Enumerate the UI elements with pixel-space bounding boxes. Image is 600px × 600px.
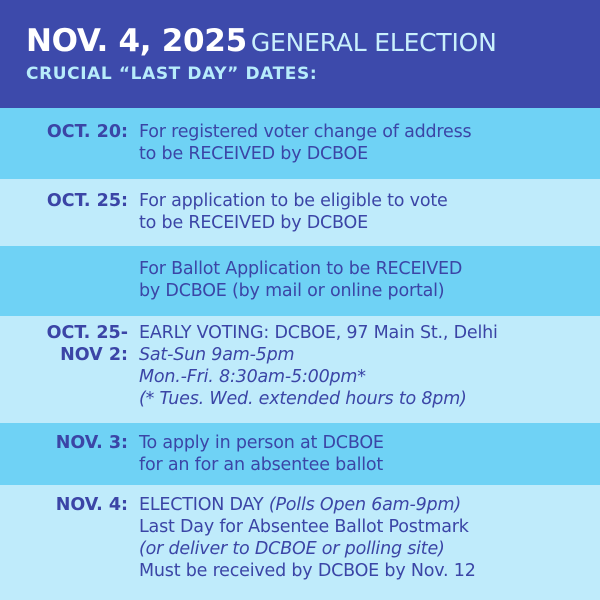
date-row-ballot-application xyxy=(0,246,600,316)
weekday-hours: Mon.-Fri. 8:30am-5:00pm* xyxy=(139,367,366,387)
date-row-oct-25 xyxy=(0,179,600,246)
header-banner xyxy=(0,0,600,108)
page-title xyxy=(26,23,497,59)
description-line: For registered voter change of address xyxy=(139,122,472,142)
description-line: to be RECEIVED by DCBOE xyxy=(139,144,368,164)
description-line: (or deliver to DCBOE or polling site) xyxy=(139,539,445,559)
description-line: to be RECEIVED by DCBOE xyxy=(139,213,368,233)
election-date-title: NOV. 4, 2025 xyxy=(26,23,247,59)
date-row-nov-3 xyxy=(0,423,600,485)
row-description xyxy=(139,432,384,476)
description-line: To apply in person at DCBOE xyxy=(139,433,384,453)
description-line: For Ballot Application to be RECEIVED xyxy=(139,259,463,279)
row-date xyxy=(47,322,128,366)
date-row-nov-4 xyxy=(0,485,600,600)
row-description xyxy=(139,322,498,410)
row-date: OCT. 25: xyxy=(46,191,128,211)
row-date: NOV. 4: xyxy=(55,495,128,515)
polls-hours: (Polls Open 6am-9pm) xyxy=(268,495,461,515)
row-description xyxy=(139,494,476,582)
extended-hours-note: (* Tues. Wed. extended hours to 8pm) xyxy=(139,389,467,409)
date-row-oct-20 xyxy=(0,108,600,179)
description-line xyxy=(139,494,476,516)
election-type-title: GENERAL ELECTION xyxy=(250,28,497,57)
description-line: Last Day for Absentee Ballot Postmark xyxy=(139,517,469,537)
row-date: OCT. 20: xyxy=(46,122,128,142)
date-start: OCT. 25- xyxy=(46,323,128,343)
row-description xyxy=(139,121,471,165)
row-description xyxy=(139,258,462,302)
weekend-hours: Sat-Sun 9am-5pm xyxy=(139,345,295,365)
description-line: for an for an absentee ballot xyxy=(139,455,384,475)
description-line: EARLY VOTING: DCBOE, 97 Main St., Delhi xyxy=(139,323,498,343)
election-day-label: ELECTION DAY xyxy=(139,495,264,515)
description-line: Must be received by DCBOE by Nov. 12 xyxy=(139,561,476,581)
description-line: by DCBOE (by mail or online portal) xyxy=(139,281,445,301)
page-subtitle: CRUCIAL “LAST DAY” DATES: xyxy=(26,64,318,84)
date-row-early-voting xyxy=(0,316,600,423)
row-date: NOV. 3: xyxy=(55,433,128,453)
date-end: NOV 2: xyxy=(60,345,128,365)
description-line: For application to be eligible to vote xyxy=(139,191,448,211)
row-description xyxy=(139,190,448,234)
